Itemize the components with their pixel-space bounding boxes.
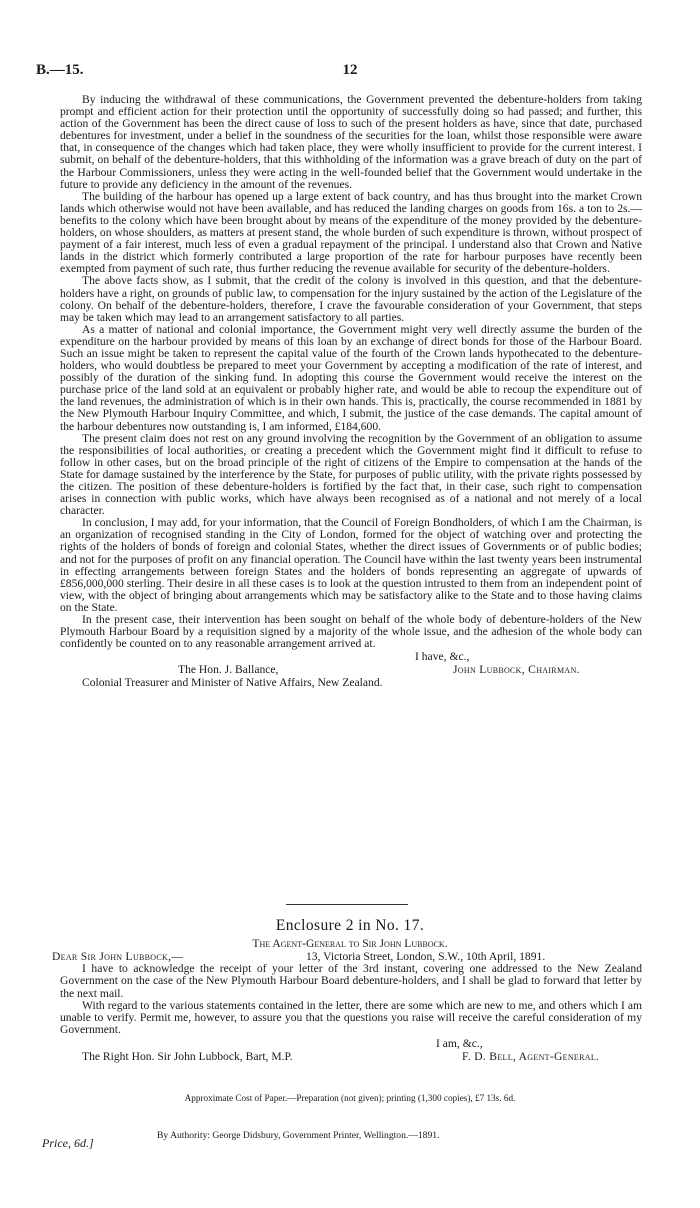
paragraph: The above facts show, as I submit, that the credit of the colony is involved in this question, and that the debenture-holders have a right, on grounds of public law, to compensation for the injury sustained by the action of the Legislature of the colony. On behalf of the debenture-holders, therefore, I crave the favourable consideration of your Government, that steps may be taken which may lead to an arrangement satisfactory to all parties. xyxy=(60,274,643,324)
addressee: The Hon. J. Ballance, xyxy=(178,663,279,677)
paragraph: In the present case, their intervention has been sought on behalf of the whole body of debenture-holders of the New Plymouth Harbour Board by a requisition signed by a majority of the whole issue, and the adhesion of the whole body can confidently be counted on to any reasonable arrangement arrived at. xyxy=(60,613,642,651)
closing: I have, &c., xyxy=(415,650,470,664)
paragraph: As a matter of national and colonial importance, the Government might very well directly assume the burden of the expenditure on the harbour provided by means of this loan by an exchange of direct bonds for those of the Harbour Board. Such an issue might be taken to represent the capital value of the fourth of the Crown lands hypothecated to the debenture-holders, who would doubtless be prepared to meet your Government by accepting a modification of the rate of interest, and possibly of the duration of the sinking fund. In adopting this course the Government would receive the interest on the purchase price of the land sold at an equivalent or probably higher rate, and would be able to recoup the expenditure out of the land revenues, the administration of which is in their own hands. This is, practically, the course recommended in 1881 by the New Plymouth Harbour Inquiry Committee, and which, I submit, the justice of the case demands. The capital amount of the harbour debentures now outstanding is, I am informed, £184,600. xyxy=(60,322,642,433)
closing: I am, &c., xyxy=(436,1036,483,1050)
paragraph: The building of the harbour has opened up a large extent of back country, and has thus brought into the market Crown lands which otherwise would not have been available, and has reduced the landing charges on goods from 16s. a ton to 2s.—benefits to the colony which have been brought about by means of the expenditure of the money provided by the debenture-holders, on whose shoulders, as matters at present stand, the whole burden of such expenditure is thrown, without prospect of payment of a fair interest, much less of even a gradual repayment of the principal. I understand also that Crown and Native lands in the district which formerly contributed a large proportion of the rate for harbour purposes have recently been exempted from payment of such rate, thus further reducing the revenue available for security of the debenture-holders. xyxy=(60,189,642,276)
letter-body xyxy=(60,94,642,689)
addressee: The Right Hon. Sir John Lubbock, Bart, M.P. xyxy=(82,1049,293,1063)
enclosure-title: Enclosure 2 in No. 17. xyxy=(275,917,425,934)
salutation: Dear Sir John Lubbock,— xyxy=(52,950,184,963)
cost-note: Approximate Cost of Paper.—Preparation (not given); printing (1,300 copies), £7 13s. 6d. xyxy=(184,1093,516,1103)
enclosure-body xyxy=(52,950,642,1063)
salutation-line xyxy=(52,950,642,963)
paragraph: By inducing the withdrawal of these communications, the Government prevented the debenture-holders from taking prompt and efficient action for their protection until the opportunity of successfully doing so had passed; and further, this action of the Government has been the direct cause of loss to such of the present holders as have, since that date, purchased debentures for investment, under a belief in the soundness of the securities for the loan, whilst those responsible were aware that, in consequence of the changes which had taken place, they were wholly insufficient to provide for the current interest. I submit, on behalf of the debenture-holders, that this withholding of the information was a grave breach of duty on the part of the Harbour Commissioners, unless they were acting in the well-founded belief that the Government would undertake in the future to provide any deficiency in the amount of the revenues. xyxy=(60,93,642,191)
addressee-title-line xyxy=(60,676,642,689)
page-header xyxy=(36,62,664,84)
paragraph: With regard to the various statements contained in the letter, there are some which are new to me, and others which I am unable to verify. Permit me, however, to assure you that the questions you raise will receive the careful consideration of my Government. xyxy=(60,998,642,1037)
signatory: F. D. Bell, Agent-General. xyxy=(462,1049,600,1063)
paragraph: In conclusion, I may add, for your information, that the Council of Foreign Bondholders, of which I am the Chairman, is an organization of recognised standing in the City of London, formed for the object of watching over and protecting the rights of the holders of bonds of foreign and colonial States, whether the direct issues of Governments or of public bodies; and not for the purposes of profit on any financial operation. The Council have within the last twenty years been instrumental in effecting arrangements between foreign States and the holders of bonds representing an aggregate of upwards of £856,000,000 sterling. Their desire in all these cases is to look at the question intrusted to them from an independent point of view, with the object of bringing about arrangements which may be satisfactory alike to the State and to those having claims on the State. xyxy=(60,516,642,614)
paragraph: The present claim does not rest on any ground involving the recognition by the Government of an obligation to assume the responsibilities of local authorities, or creating a precedent which the Government might find it difficult to refuse to follow in other cases, but on the broad principle of the right of citizens of the Empire to compensation at the hands of the State for damage sustained by the interference by the State, for purposes of public utility, with the private rights possessed by the citizen. The position of these debenture-holders is fortified by the fact that, in their case, such right to compensation arises in connection with public works, which have always been recognised as of a national and not merely of a local character. xyxy=(60,431,642,518)
address-date: 13, Victoria Street, London, S.W., 10th April, 1891. xyxy=(306,950,546,963)
page-number: 12 xyxy=(342,62,358,78)
paragraph: I have to acknowledge the receipt of your letter of the 3rd instant, covering one addressed to the New Zealand Government on the case of the New Plymouth Harbour Board debenture-holders, and I shall be glad to forward that letter by the next mail. xyxy=(60,962,642,1000)
section-divider xyxy=(286,904,408,905)
printer-imprint: By Authority: George Didsbury, Government Printer, Wellington.—1891. xyxy=(157,1130,440,1141)
price-note: Price, 6d.] xyxy=(42,1136,94,1150)
addressee-title: Colonial Treasurer and Minister of Native Affairs, New Zealand. xyxy=(82,676,383,690)
enclosure-closing-line xyxy=(60,1037,642,1050)
document-reference: B.—15. xyxy=(36,62,84,78)
enclosure-signature-line xyxy=(60,1050,642,1063)
enclosure-subtitle: The Agent-General to Sir John Lubbock. xyxy=(252,937,448,950)
letter-signature-line xyxy=(60,663,642,676)
signatory: John Lubbock, Chairman. xyxy=(453,663,580,677)
letter-closing-line xyxy=(60,650,642,663)
